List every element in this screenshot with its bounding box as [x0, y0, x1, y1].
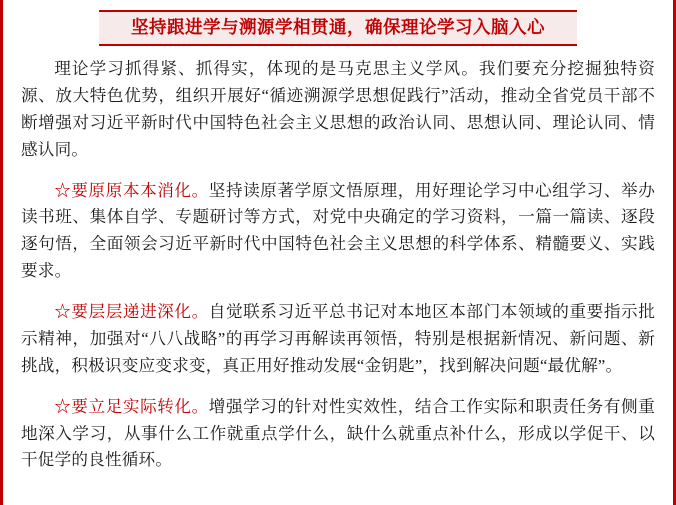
paragraph-lead: ☆要立足实际转化。 [54, 396, 209, 416]
paragraph [21, 178, 655, 286]
paragraph [21, 394, 655, 475]
title-banner [3, 8, 673, 48]
paragraph-lead: ☆要层层递进深化。 [54, 302, 209, 321]
paragraph-text: 理论学习抓得紧、抓得实，体现的是马克思主义学风。我们要充分挖掘独特资源、放大特色优势，组织开展好“循迹溯源学思想促践行”活动，推动全省党员干部不断增强对习近平新时代中国特色社会主义思想的政治认同、思想认同、理论认同、情感认同。 [21, 59, 655, 159]
paragraph-text: 自觉联系习近平总书记对本地区本部门本领域的重要指示批示精神，加强对“八八战略”的再学习再解读再领悟，特别是根据新情况、新问题、新挑战，积极识变应变求变，真正用好推动发展“金钥匙”，找到解决问题“最优解”。 [21, 302, 655, 375]
paragraph-lead: ☆要原原本本消化。 [54, 180, 209, 200]
paragraph [21, 56, 655, 164]
paragraph-text: 增强学习的针对性实效性，结合工作实际和职责任务有侧重地深入学习，从事什么工作就重点学什么，缺什么就重点补什么，形成以学促干、以干促学的良性循环。 [21, 396, 655, 470]
page-top-edge [3, 0, 673, 3]
paragraph-text: 坚持读原著学原文悟原理，用好理论学习中心组学习、举办读书班、集体自学、专题研讨等方式，对党中央确定的学习资料，一篇一篇读、逐段逐句悟，全面领会习近平新时代中国特色社会主义思想的科学体系、精髓要义、实践要求。 [21, 180, 655, 281]
page-title: 坚持跟进学与溯源学相贯通，确保理论学习入脑入心 [131, 16, 545, 37]
title-bar [99, 10, 577, 47]
paragraph [21, 299, 655, 380]
document-body [21, 56, 655, 501]
